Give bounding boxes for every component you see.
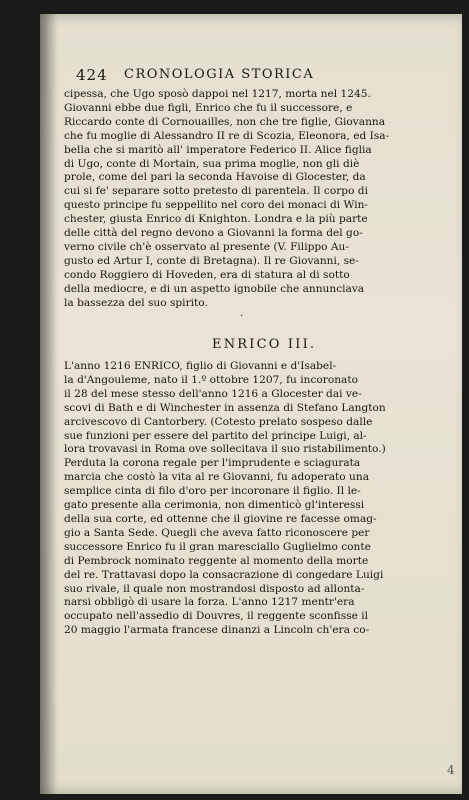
text-line: della sua corte, ed ottenne che il giovine re facesse omag- (64, 512, 377, 525)
text-line: L'anno 1216 ENRICO, figlio di Giovanni e d'Isabel- (64, 360, 337, 372)
text-line: successore Enrico fu il gran maresciallo Guglielmo conte (64, 540, 371, 553)
text-line: del re. Trattavasi dopo la consacrazione di congedare Luigi (64, 568, 384, 581)
text-line: lora trovavasi in Roma ove sollecitava il suo ristabilimento.) (64, 443, 386, 456)
gutter-shadow (40, 14, 58, 794)
text-line: cui si fe' separare sotto pretesto di parentela. Il corpo di (64, 185, 368, 198)
text-line: arcivescovo di Cantorbery. (Cotesto prelato sospeso dalle (64, 415, 373, 428)
text-line: questo principe fu seppellito nel coro dei monaci di Win- (64, 199, 368, 212)
text-line: semplice cinta di filo d'oro per incoronare il figlio. Il le- (64, 485, 361, 498)
text-line: suo rivale, il quale non mostrandosi disposto ad allonta- (64, 582, 365, 595)
text-line: prole, come del pari la seconda Havoise di Glocester, da (64, 171, 366, 184)
page-number: 424 (76, 66, 108, 84)
text-line: scovi di Bath e di Winchester in assenza di Stefano Langton (64, 401, 386, 414)
text-line: verno civile ch'è osservato al presente (V. Filippo Au- (64, 240, 349, 253)
text-line: che fu moglie di Alessandro II re di Scozia, Eleonora, ed Isa- (64, 129, 390, 142)
text-line: il 28 del mese stesso dell'anno 1216 a Glocester dai ve- (64, 387, 362, 400)
text-line: delle città del regno devono a Giovanni la forma del go- (64, 227, 363, 240)
text-line: narsi obbligò di usare la forza. L'anno 1217 mentr'era (64, 596, 355, 609)
text-line: condo Roggiero di Hoveden, era di statura al di sotto (64, 268, 350, 281)
corner-mark: 4 (447, 763, 455, 777)
text-line: Giovanni ebbe due figli, Enrico che fu il successore, e (64, 101, 353, 114)
text-line: sue funzioni per essere del partito del principe Luigi, al- (64, 429, 367, 442)
text-line: gusto ed Artur I, conte di Bretagna). Il re Giovanni, se- (64, 254, 359, 267)
section-ornament: · (240, 311, 244, 322)
text-line: cipessa, che Ugo sposò dappoi nel 1217, morta nel 1245. (64, 88, 371, 100)
text-line: di Pembrock nominato reggente al momento della morte (64, 554, 369, 567)
section-title: ENRICO III. (212, 337, 317, 352)
text-line: Perduta la corona regale per l'imprudente e sciagurata (64, 457, 361, 470)
running-title: CRONOLOGIA STORICA (124, 67, 315, 82)
text-line: della mediocre, e di un aspetto ignobile che annunciava (64, 282, 365, 295)
paragraph-enrico-iii (64, 360, 454, 638)
text-line: la bassezza del suo spirito. (64, 296, 208, 309)
text-line: Riccardo conte di Cornouailles, non che tre figlie, Giovanna (64, 115, 386, 128)
text-line: chester, giusta Enrico di Knighton. Londra e la più parte (64, 213, 368, 226)
text-line: 20 maggio l'armata francese dinanzi a Lincoln ch'era co- (64, 624, 370, 637)
text-line: gato presente alla cerimonia, non dimenticò gl'interessi (64, 499, 365, 512)
text-line: bella che si maritò all' imperatore Federico II. Alice figlia (64, 143, 372, 156)
text-line: la d'Angouleme, nato il 1.º ottobre 1207, fu incoronato (64, 373, 358, 386)
paragraph-previous-reign (64, 88, 454, 311)
text-line: occupato nell'assedio di Douvres, il reggente sconfisse il (64, 610, 368, 623)
text-line: di Ugo, conte di Mortain, sua prima moglie, non gli diè (64, 157, 360, 170)
text-line: gio a Santa Sede. Quegli che aveva fatto riconoscere per (64, 526, 370, 539)
text-line: marcia che costò la vita al re Giovanni, fu adoperato una (64, 471, 370, 484)
